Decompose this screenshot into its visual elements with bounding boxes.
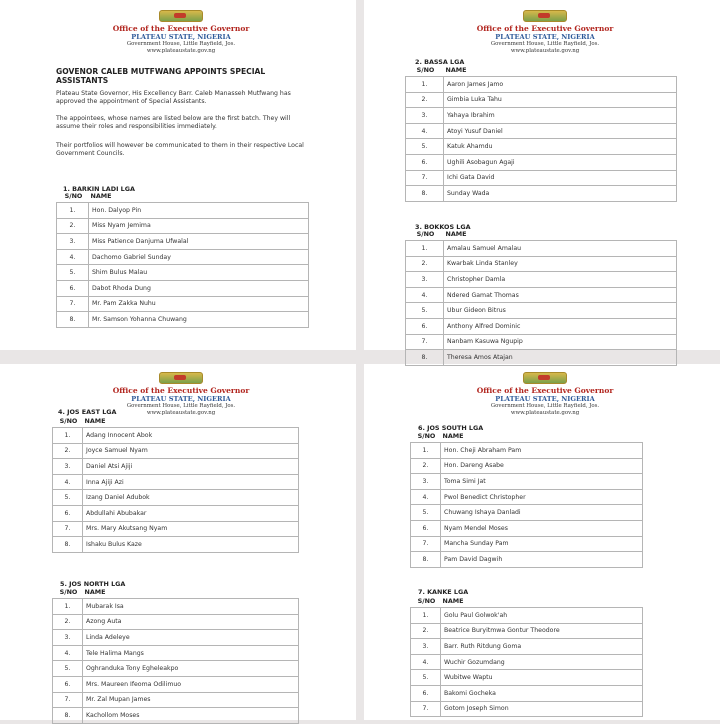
name-cell: Aaron James Jamo (444, 77, 677, 93)
table-row (411, 458, 643, 474)
letterhead-state: PLATEAU STATE, NIGERIA (495, 395, 595, 403)
table-row (57, 312, 309, 328)
sno-cell: 3. (53, 630, 83, 646)
name-column-header: NAME (84, 417, 106, 425)
letterhead-address: Government House, Little Rayfield, Jos. (126, 403, 236, 409)
table-row (57, 218, 309, 234)
table-row (57, 234, 309, 250)
name-cell: Izang Daniel Adubok (83, 490, 299, 506)
sno-cell: 3. (406, 272, 444, 288)
name-cell: Pam David Dagwih (441, 552, 643, 568)
table-header-row (57, 190, 309, 203)
letterhead-state: PLATEAU STATE, NIGERIA (131, 33, 231, 41)
name-cell: Mrs. Mary Akutsang Nyam (83, 521, 299, 537)
table-row (53, 676, 299, 692)
name-cell: Dachomo Gabriel Sunday (89, 249, 309, 265)
sno-cell: 1. (53, 428, 83, 444)
name-cell: Toma Simi Jat (441, 474, 643, 490)
sno-cell: 3. (57, 234, 89, 250)
name-cell: Wuchir Gozumdang (441, 654, 643, 670)
sno-cell: 8. (57, 312, 89, 328)
table-header-row (411, 430, 643, 443)
table-row (406, 287, 677, 303)
sno-cell: 4. (406, 123, 444, 139)
table-row (411, 474, 643, 490)
table-row (53, 692, 299, 708)
letterhead-office: Office of the Executive Governor (476, 24, 614, 33)
table-row (411, 489, 643, 505)
table-row (411, 670, 643, 686)
table-row (406, 272, 677, 288)
appointees-table (405, 228, 677, 366)
name-cell: Ishaku Bulus Kaze (83, 537, 299, 553)
name-cell: Mancha Sunday Pam (441, 536, 643, 552)
name-cell: Mr. Pam Zakka Nuhu (89, 296, 309, 312)
sno-cell: 5. (53, 661, 83, 677)
lga-title: 2. BASSA LGA (415, 58, 465, 66)
name-cell: Miss Patience Danjuma Ufwalal (89, 234, 309, 250)
name-cell: Theresa Amos Atajan (444, 350, 677, 366)
table-row (53, 459, 299, 475)
table-row (411, 520, 643, 536)
sno-cell: 5. (406, 139, 444, 155)
name-cell: Sunday Wada (444, 186, 677, 202)
letterhead-state: PLATEAU STATE, NIGERIA (131, 395, 231, 403)
lga-title: 6. JOS SOUTH LGA (418, 424, 484, 432)
name-cell: Yahaya Ibrahim (444, 108, 677, 124)
name-cell: Christopher Damla (444, 272, 677, 288)
table-row (406, 77, 677, 93)
sno-cell: 7. (406, 170, 444, 186)
name-column-header: NAME (445, 230, 467, 238)
sno-cell: 7. (406, 334, 444, 350)
letterhead-website: www.plateaustate.gov.ng (510, 48, 580, 54)
table-row (406, 256, 677, 272)
document-headline: GOVENOR CALEB MUTFWANG APPOINTS SPECIAL ASSISTANTS (56, 67, 266, 85)
sno-cell: 1. (406, 241, 444, 257)
name-cell: Mubarak Isa (83, 599, 299, 615)
table-row (53, 490, 299, 506)
table-header-row (53, 586, 299, 599)
name-cell: Ubur Gideon Bitrus (444, 303, 677, 319)
lga-title: 5. JOS NORTH LGA (60, 580, 126, 588)
sno-cell: 5. (411, 670, 441, 686)
name-cell: Oghranduka Tony Egheleakpo (83, 661, 299, 677)
lga-title: 4. JOS EAST LGA (58, 408, 117, 416)
table-row (411, 505, 643, 521)
letterhead (106, 372, 256, 417)
name-cell: Atoyi Yusuf Daniel (444, 123, 677, 139)
table-row (53, 474, 299, 490)
name-cell: Hon. Cheji Abraham Pam (441, 443, 643, 459)
table-row (411, 536, 643, 552)
table-row (406, 318, 677, 334)
sno-cell: 2. (53, 443, 83, 459)
table-row (53, 630, 299, 646)
table-row (411, 685, 643, 701)
sno-cell: 5. (57, 265, 89, 281)
table-row (406, 170, 677, 186)
sno-cell: 8. (411, 552, 441, 568)
name-cell: Nanbam Kasuwa Ngupip (444, 334, 677, 350)
table-row (411, 443, 643, 459)
table-row (53, 645, 299, 661)
letterhead-website: www.plateaustate.gov.ng (146, 48, 216, 54)
sno-cell: 3. (411, 474, 441, 490)
name-cell: Bakomi Gocheka (441, 685, 643, 701)
letterhead-office: Office of the Executive Governor (112, 386, 250, 395)
sno-cell: 6. (57, 280, 89, 296)
letterhead-address: Government House, Little Rayfield, Jos. (490, 41, 600, 47)
sno-cell: 1. (411, 443, 441, 459)
sno-column-header: S/NO (417, 432, 436, 440)
name-cell: Golu Paul Golwok'ah (441, 608, 643, 624)
state-crest-icon (159, 10, 203, 22)
name-cell: Mr. Samson Yohanna Chuwang (89, 312, 309, 328)
table-row (57, 296, 309, 312)
table-row (53, 428, 299, 444)
table-row (57, 249, 309, 265)
table-header-row (406, 64, 677, 77)
sno-column-header: S/NO (59, 588, 78, 596)
sno-cell: 4. (53, 645, 83, 661)
sno-cell: 4. (53, 474, 83, 490)
name-column-header: NAME (445, 66, 467, 74)
sno-cell: 4. (406, 287, 444, 303)
name-cell: Azong Auta (83, 614, 299, 630)
sno-column-header: S/NO (417, 597, 436, 605)
sno-cell: 6. (406, 318, 444, 334)
name-cell: Beatrice Buryitmwa Gontur Theodore (441, 623, 643, 639)
sno-cell: 2. (57, 218, 89, 234)
sno-cell: 8. (53, 537, 83, 553)
table-row (411, 608, 643, 624)
name-cell: Ichi Gata David (444, 170, 677, 186)
table-row (406, 123, 677, 139)
sno-column-header: S/NO (416, 66, 435, 74)
table-row (406, 303, 677, 319)
sno-cell: 1. (57, 203, 89, 219)
name-cell: Pwol Benedict Christopher (441, 489, 643, 505)
sno-cell: 3. (406, 108, 444, 124)
letterhead-address: Government House, Little Rayfield, Jos. (126, 41, 236, 47)
letterhead-office: Office of the Executive Governor (476, 386, 614, 395)
sno-cell: 6. (411, 685, 441, 701)
letterhead-state: PLATEAU STATE, NIGERIA (495, 33, 595, 41)
name-cell: Dabot Rhoda Dung (89, 280, 309, 296)
sno-cell: 7. (53, 521, 83, 537)
sno-cell: 5. (53, 490, 83, 506)
sno-cell: 8. (406, 186, 444, 202)
letterhead-address: Government House, Little Rayfield, Jos. (490, 403, 600, 409)
sno-cell: 4. (57, 249, 89, 265)
sno-cell: 4. (411, 654, 441, 670)
sno-column-header: S/NO (59, 417, 78, 425)
table-row (53, 614, 299, 630)
table-row (53, 708, 299, 724)
state-crest-icon (159, 372, 203, 384)
sno-cell: 5. (406, 303, 444, 319)
sno-column-header: S/NO (416, 230, 435, 238)
name-cell: Kachollom Moses (83, 708, 299, 724)
sno-cell: 2. (411, 458, 441, 474)
table-row (411, 552, 643, 568)
table-row (57, 265, 309, 281)
sno-cell: 2. (53, 614, 83, 630)
name-cell: Hon. Dareng Asabe (441, 458, 643, 474)
appointees-table (410, 595, 643, 717)
sno-cell: 8. (406, 350, 444, 366)
name-cell: Joyce Samuel Nyam (83, 443, 299, 459)
letterhead-website: www.plateaustate.gov.ng (510, 410, 580, 416)
name-cell: Miss Nyam Jemima (89, 218, 309, 234)
intro-paragraph: Plateau State Governor, His Excellency Barr. Caleb Manasseh Mutfwang has approved the appointment of Special Assistants. (56, 90, 291, 105)
table-row (406, 154, 677, 170)
name-cell: Inna Ajiji Azi (83, 474, 299, 490)
name-cell: Ughili Asobagun Agaji (444, 154, 677, 170)
sno-cell: 5. (411, 505, 441, 521)
letterhead (470, 372, 620, 417)
sno-cell: 2. (406, 92, 444, 108)
name-cell: Abdullahi Abubakar (83, 505, 299, 521)
table-row (411, 639, 643, 655)
name-cell: Amalau Samuel Amalau (444, 241, 677, 257)
sno-cell: 6. (411, 520, 441, 536)
table-row (406, 334, 677, 350)
table-header-row (53, 415, 299, 428)
name-cell: Gimbia Luka Tahu (444, 92, 677, 108)
name-cell: Wubitwe Waptu (441, 670, 643, 686)
table-row (406, 139, 677, 155)
name-cell: Mr. Zal Mupan James (83, 692, 299, 708)
appointees-table (405, 64, 677, 202)
table-row (53, 599, 299, 615)
lga-title: 3. BOKKOS LGA (415, 223, 471, 231)
table-header-row (411, 595, 643, 608)
state-crest-icon (523, 10, 567, 22)
table-row (411, 654, 643, 670)
table-row (53, 443, 299, 459)
intro-paragraph: Their portfolios will however be communicated to them in their respective Local Government Councils. (56, 142, 304, 157)
name-cell: Mrs. Maureen Ifeoma Odilimuo (83, 676, 299, 692)
table-row (53, 521, 299, 537)
name-cell: Tele Halima Mangs (83, 645, 299, 661)
intro-paragraph: The appointees, whose names are listed below are the first batch. They will assume their roles and responsibilities immediately. (56, 115, 291, 130)
table-row (406, 92, 677, 108)
letterhead-office: Office of the Executive Governor (112, 24, 250, 33)
name-cell: Adang Innocent Abok (83, 428, 299, 444)
table-row (406, 241, 677, 257)
name-cell: Hon. Dalyop Pin (89, 203, 309, 219)
table-row (57, 203, 309, 219)
sno-cell: 7. (411, 536, 441, 552)
table-row (411, 701, 643, 717)
sno-column-header: S/NO (64, 192, 83, 200)
name-cell: Chuwang Ishaya Danladi (441, 505, 643, 521)
sno-cell: 4. (411, 489, 441, 505)
name-cell: Ndered Gamat Thomas (444, 287, 677, 303)
name-cell: Daniel Atsi Ajiji (83, 459, 299, 475)
appointees-table (410, 430, 643, 568)
table-row (411, 623, 643, 639)
sno-cell: 1. (53, 599, 83, 615)
letterhead (470, 10, 620, 55)
state-crest-icon (523, 372, 567, 384)
sno-cell: 7. (57, 296, 89, 312)
lga-title: 1. BARKIN LADI LGA (63, 185, 135, 193)
table-row (406, 350, 677, 366)
appointees-table (52, 415, 299, 553)
name-cell: Kwarbak Linda Stanley (444, 256, 677, 272)
table-row (53, 537, 299, 553)
sno-cell: 3. (411, 639, 441, 655)
letterhead-website: www.plateaustate.gov.ng (146, 410, 216, 416)
sno-cell: 3. (53, 459, 83, 475)
sno-cell: 7. (53, 692, 83, 708)
table-header-row (406, 228, 677, 241)
name-cell: Barr. Ruth Ritdung Goma (441, 639, 643, 655)
sno-cell: 8. (53, 708, 83, 724)
lga-title: 7. KANKE LGA (418, 588, 469, 596)
appointees-table (52, 586, 299, 724)
table-row (53, 661, 299, 677)
name-column-header: NAME (442, 432, 464, 440)
name-cell: Gotom Joseph Simon (441, 701, 643, 717)
table-row (53, 505, 299, 521)
table-row (57, 280, 309, 296)
sno-cell: 1. (411, 608, 441, 624)
name-cell: Katuk Ahamdu (444, 139, 677, 155)
name-column-header: NAME (442, 597, 464, 605)
name-cell: Nyam Mendel Moses (441, 520, 643, 536)
sno-cell: 6. (406, 154, 444, 170)
sno-cell: 7. (411, 701, 441, 717)
name-cell: Anthony Alfred Dominic (444, 318, 677, 334)
table-row (406, 186, 677, 202)
sno-cell: 2. (406, 256, 444, 272)
table-row (406, 108, 677, 124)
name-cell: Linda Adeleye (83, 630, 299, 646)
sno-cell: 2. (411, 623, 441, 639)
name-column-header: NAME (90, 192, 112, 200)
letterhead (106, 10, 256, 55)
name-column-header: NAME (84, 588, 106, 596)
sno-cell: 6. (53, 676, 83, 692)
name-cell: Shim Bulus Malau (89, 265, 309, 281)
appointees-table (56, 190, 309, 328)
sno-cell: 6. (53, 505, 83, 521)
sno-cell: 1. (406, 77, 444, 93)
